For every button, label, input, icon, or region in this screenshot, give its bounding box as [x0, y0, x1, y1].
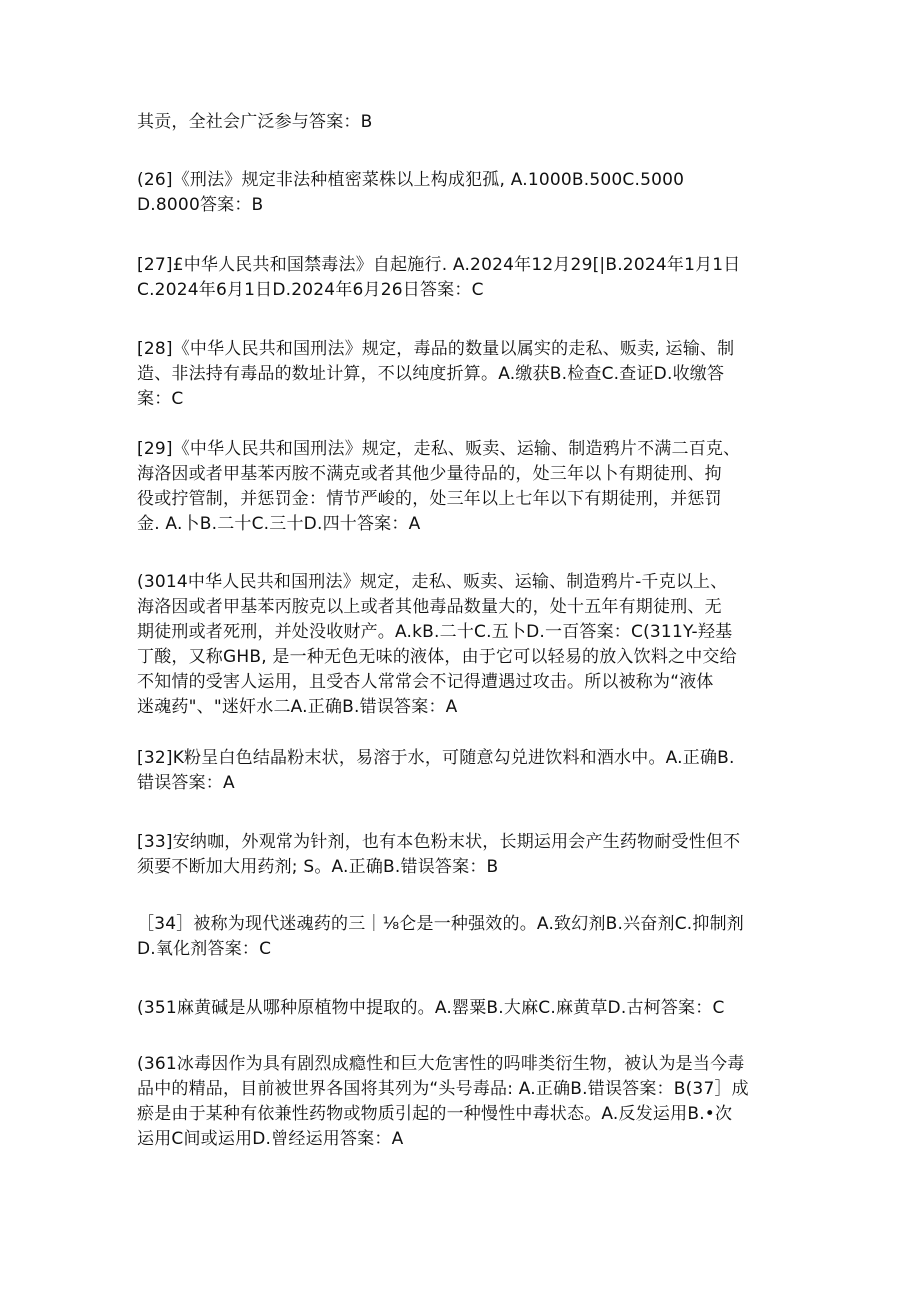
text-line: (26]《刑法》规定非法种植密菜株以上构成犯孤, A.1000B.500C.5000	[137, 170, 685, 190]
text-line: 丁酸，又称GHB, 是一种无色无味的液体，由于它可以轻易的放入饮料之中交给	[137, 647, 737, 667]
text-line: (361冰毒因作为具有剧烈成瘾性和巨大危害性的吗啡类衍生物，被认为是当今毒	[137, 1054, 745, 1074]
text-line: [33]安纳咖，外观常为针剂，也有本色粉末状，长期运用会产生药物耐受性但不	[137, 832, 741, 852]
text-line: 须要不断加大用药剂; S。A.正确B.错误答案：B	[137, 857, 499, 877]
text-line: 迷魂药"、"迷奸水二A.正确B.错误答案：A	[137, 697, 458, 717]
text-line: 瘀是由于某种有依兼性药物或物质引起的一种慢性中毒状态。A.反发运用B.•次	[137, 1104, 733, 1124]
text-line: 案：C	[137, 389, 184, 409]
question-25-tail	[137, 110, 787, 135]
text-line: C.2024年6月1日D.2024年6月26日答案：C	[137, 280, 484, 300]
text-line: 其贡，全社会广泛参与答案：B	[137, 112, 373, 132]
question-33	[137, 830, 787, 880]
text-line: [32]K粉呈白色结晶粉末状，易溶于水，可随意勾兑进饮料和酒水中。A.正确B.	[137, 748, 735, 768]
text-line: 品中的精品，目前被世界各国将其列为“头号毒品: A.正确B.错误答案：B(37］成	[137, 1079, 749, 1099]
text-line: D.8000答案：B	[137, 195, 264, 215]
question-30-31	[137, 570, 787, 720]
text-line: [28]《中华人民共和国刑法》规定，毒品的数量以属实的走私、贩卖, 运输、制	[137, 339, 735, 359]
question-29	[137, 437, 787, 537]
text-line: 不知情的受害人运用，且受杏人常常会不记得遭遇过攻击。所以被称为“液体	[137, 672, 714, 692]
question-27	[137, 253, 787, 303]
question-34	[137, 912, 787, 962]
text-line: 海洛因或者甲基苯丙胺不满克或者其他少量待品的，处三年以卜有期徒刑、拘	[137, 464, 722, 484]
question-32	[137, 746, 787, 796]
text-line: 海洛因或者甲基苯丙胺克以上或者其他毒品数量大的，处十五年有期徒刑、无	[137, 597, 722, 617]
text-line: D.氧化剂答案：C	[137, 939, 272, 959]
text-line: 造、非法持有毒品的数址计算，不以纯度折算。A.缴获B.检查C.查证D.收缴答	[137, 364, 725, 384]
text-line: [27]£中华人民共和国禁毒法》自起施行. A.2024年12月29[|B.2024年1月1日	[137, 255, 741, 275]
text-line: (3014中华人民共和国刑法》规定，走私、贩卖、运输、制造鸦片-千克以上、	[137, 572, 728, 592]
text-line: ［34］被称为现代迷魂药的三｜⅛仑是一种强效的。A.致幻剂B.兴奋剂C.抑制剂	[137, 914, 744, 934]
question-36-37	[137, 1052, 787, 1152]
question-26	[137, 168, 787, 218]
text-line: (351麻黄碱是从哪种原植物中提取的。A.罂粟B.大麻C.麻黄草D.古柯答案：C	[137, 998, 725, 1018]
text-line: 役或拧管制，并惩罚金：情节严峻的，处三年以上七年以下有期徒刑，并惩罚	[137, 489, 722, 509]
text-line: 期徒刑或者死刑，并处没收财产。A.kB.二十C.五卜D.一百答案：C(311Y-羟基	[137, 622, 733, 642]
text-line: [29]《中华人民共和国刑法》规定，走私、贩卖、运输、制造鸦片不满二百克、	[137, 439, 741, 459]
question-28	[137, 337, 787, 412]
text-line: 金. A.卜B.二十C.三十D.四十答案：A	[137, 514, 421, 534]
text-line: 运用C间或运用D.曾经运用答案：A	[137, 1129, 404, 1149]
question-35	[137, 996, 787, 1021]
text-line: 错误答案：A	[137, 773, 235, 793]
